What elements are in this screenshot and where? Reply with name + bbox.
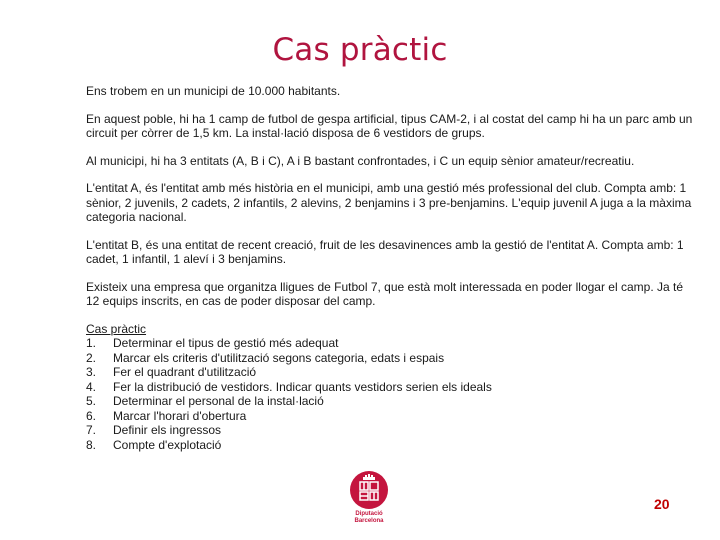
- list-item-number: 6.: [86, 408, 97, 423]
- logo-text-line1: Diputació: [355, 511, 383, 517]
- list-item-text: Marcar l'horari d'obertura: [113, 408, 247, 423]
- list-item: [86, 351, 696, 366]
- logo-emblem-icon: [350, 471, 388, 509]
- list-item-number: 3.: [86, 365, 97, 379]
- slide-body: [86, 84, 696, 452]
- paragraph-1: Ens trobem en un municipi de 10.000 habitants.: [86, 84, 341, 98]
- logo-text-line2: Barcelona: [354, 518, 384, 524]
- list-item: [86, 423, 696, 438]
- list-item-text: Marcar els criteris d'utilització segons categoria, edats i espais: [113, 350, 445, 365]
- list-item: [86, 336, 696, 351]
- list-item-text: Fer el quadrant d'utilització: [113, 365, 257, 379]
- paragraph-4: L'entitat A, és l'entitat amb més història en el municipi, amb una gestió més professional del club. Compta amb: 1 sènior, 2 juvenils, 2 cadets, 2 infantils, 2 alevins, 2 benjamins i 3 pre-benjamins. L'equip juvenil A juga a la màxima categoria nacional.: [86, 181, 692, 224]
- paragraph-5: L'entitat B, és una entitat de recent creació, fruit de les desavinences amb la gestió de l'entitat A. Compta amb: 1 cadet, 1 infantil, 1 aleví i 3 benjamins.: [86, 237, 684, 266]
- page-number: 20: [654, 496, 670, 512]
- list-item-text: Determinar el personal de la instal·lació: [113, 394, 324, 408]
- list-item-number: 5.: [86, 394, 97, 408]
- list-item-text: Compte d'explotació: [113, 437, 222, 452]
- logo-text: [348, 511, 390, 525]
- slide-title: Cas pràctic: [272, 32, 448, 68]
- task-list: [86, 336, 696, 452]
- list-item: [86, 380, 696, 395]
- list-item-number: 2.: [86, 350, 97, 365]
- paragraph-2: En aquest poble, hi ha 1 camp de futbol de gespa artificial, tipus CAM-2, i al costat del camp hi ha un parc amb un circuit per còrrer de 1,5 km. La instal·lació disposa de 6 vestidors de grups.: [86, 111, 693, 140]
- list-item-text: Fer la distribució de vestidors. Indicar quants vestidors serien els ideals: [113, 379, 492, 394]
- case-heading: Cas pràctic: [86, 321, 147, 336]
- logo-emblem-graphic: [350, 471, 388, 509]
- diputacio-barcelona-logo: [348, 471, 390, 525]
- list-item-number: 8.: [86, 437, 97, 452]
- list-item: [86, 409, 696, 424]
- list-item-number: 7.: [86, 423, 97, 437]
- list-item-number: 1.: [86, 336, 97, 350]
- list-item-text: Definir els ingressos: [113, 423, 222, 437]
- list-item: [86, 394, 696, 409]
- list-item-text: Determinar el tipus de gestió més adequat: [113, 336, 339, 350]
- list-item: [86, 438, 696, 453]
- list-item-number: 4.: [86, 379, 97, 394]
- paragraph-6: Existeix una empresa que organitza lligues de Futbol 7, que està molt interessada en poder llogar el camp. Ja té 12 equips inscrits, en cas de poder disposar del camp.: [86, 279, 684, 308]
- list-item: [86, 365, 696, 380]
- paragraph-3: Al municipi, hi ha 3 entitats (A, B i C), A i B bastant confrontades, i C un equip sènior amateur/recreatiu.: [86, 153, 635, 168]
